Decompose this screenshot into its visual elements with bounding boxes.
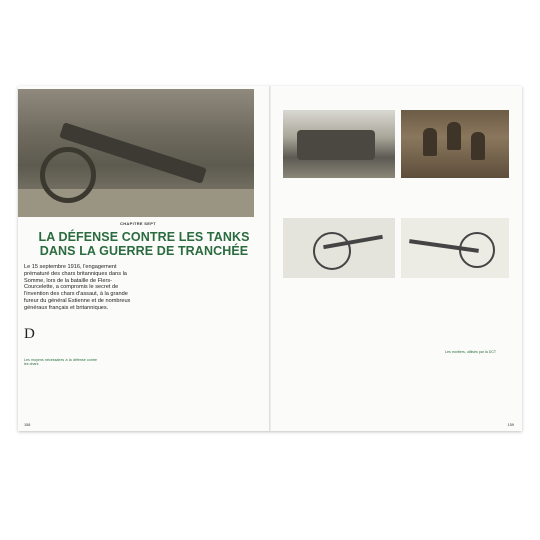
chapter-label: CHAPITRE SEPT <box>120 221 156 226</box>
book-spread <box>18 86 522 431</box>
body-column-1 <box>24 328 97 426</box>
soldier-figure <box>423 128 437 156</box>
body-column-2 <box>102 264 178 424</box>
right-body-column-3 <box>445 300 509 424</box>
main-photo-artillery <box>18 89 254 217</box>
soldier-figure <box>471 132 485 160</box>
page-number-left: 158 <box>24 423 31 427</box>
tank-silhouette <box>297 130 375 160</box>
right-subhead: Les mortiers, utilisés par la DCT <box>445 350 497 354</box>
photo-tank <box>283 110 395 178</box>
photo-soldiers <box>401 110 509 178</box>
illustration-field-gun-2 <box>401 218 509 278</box>
gun-wheel <box>40 147 96 203</box>
gun-wheel <box>313 232 351 270</box>
right-body-column-2 <box>355 284 425 424</box>
page-number-right: 159 <box>507 423 514 427</box>
left-subhead: Les moyens nécessaires à la défense contre les chars <box>24 358 97 367</box>
illustration-field-gun-1 <box>283 218 395 278</box>
soldier-figure <box>447 122 461 150</box>
drop-cap: D <box>24 326 35 342</box>
right-page <box>271 86 522 431</box>
chapter-title: LA DÉFENSE CONTRE LES TANKS DANS LA GUERRE DE TRANCHÉE <box>38 230 250 258</box>
body-column-3 <box>183 264 259 424</box>
intro-paragraph: Le 15 septembre 1916, l'engagement prématuré des chars britanniques dans la Somme, lors de la bataille de Flers-Courcelette, a compromis le secret de l'invention des chars d'assaut, à la grande fureur du général Estienne et de nombreux généraux français et britanniques. <box>24 264 131 311</box>
left-page <box>18 86 269 431</box>
right-body-column-1 <box>283 284 351 424</box>
